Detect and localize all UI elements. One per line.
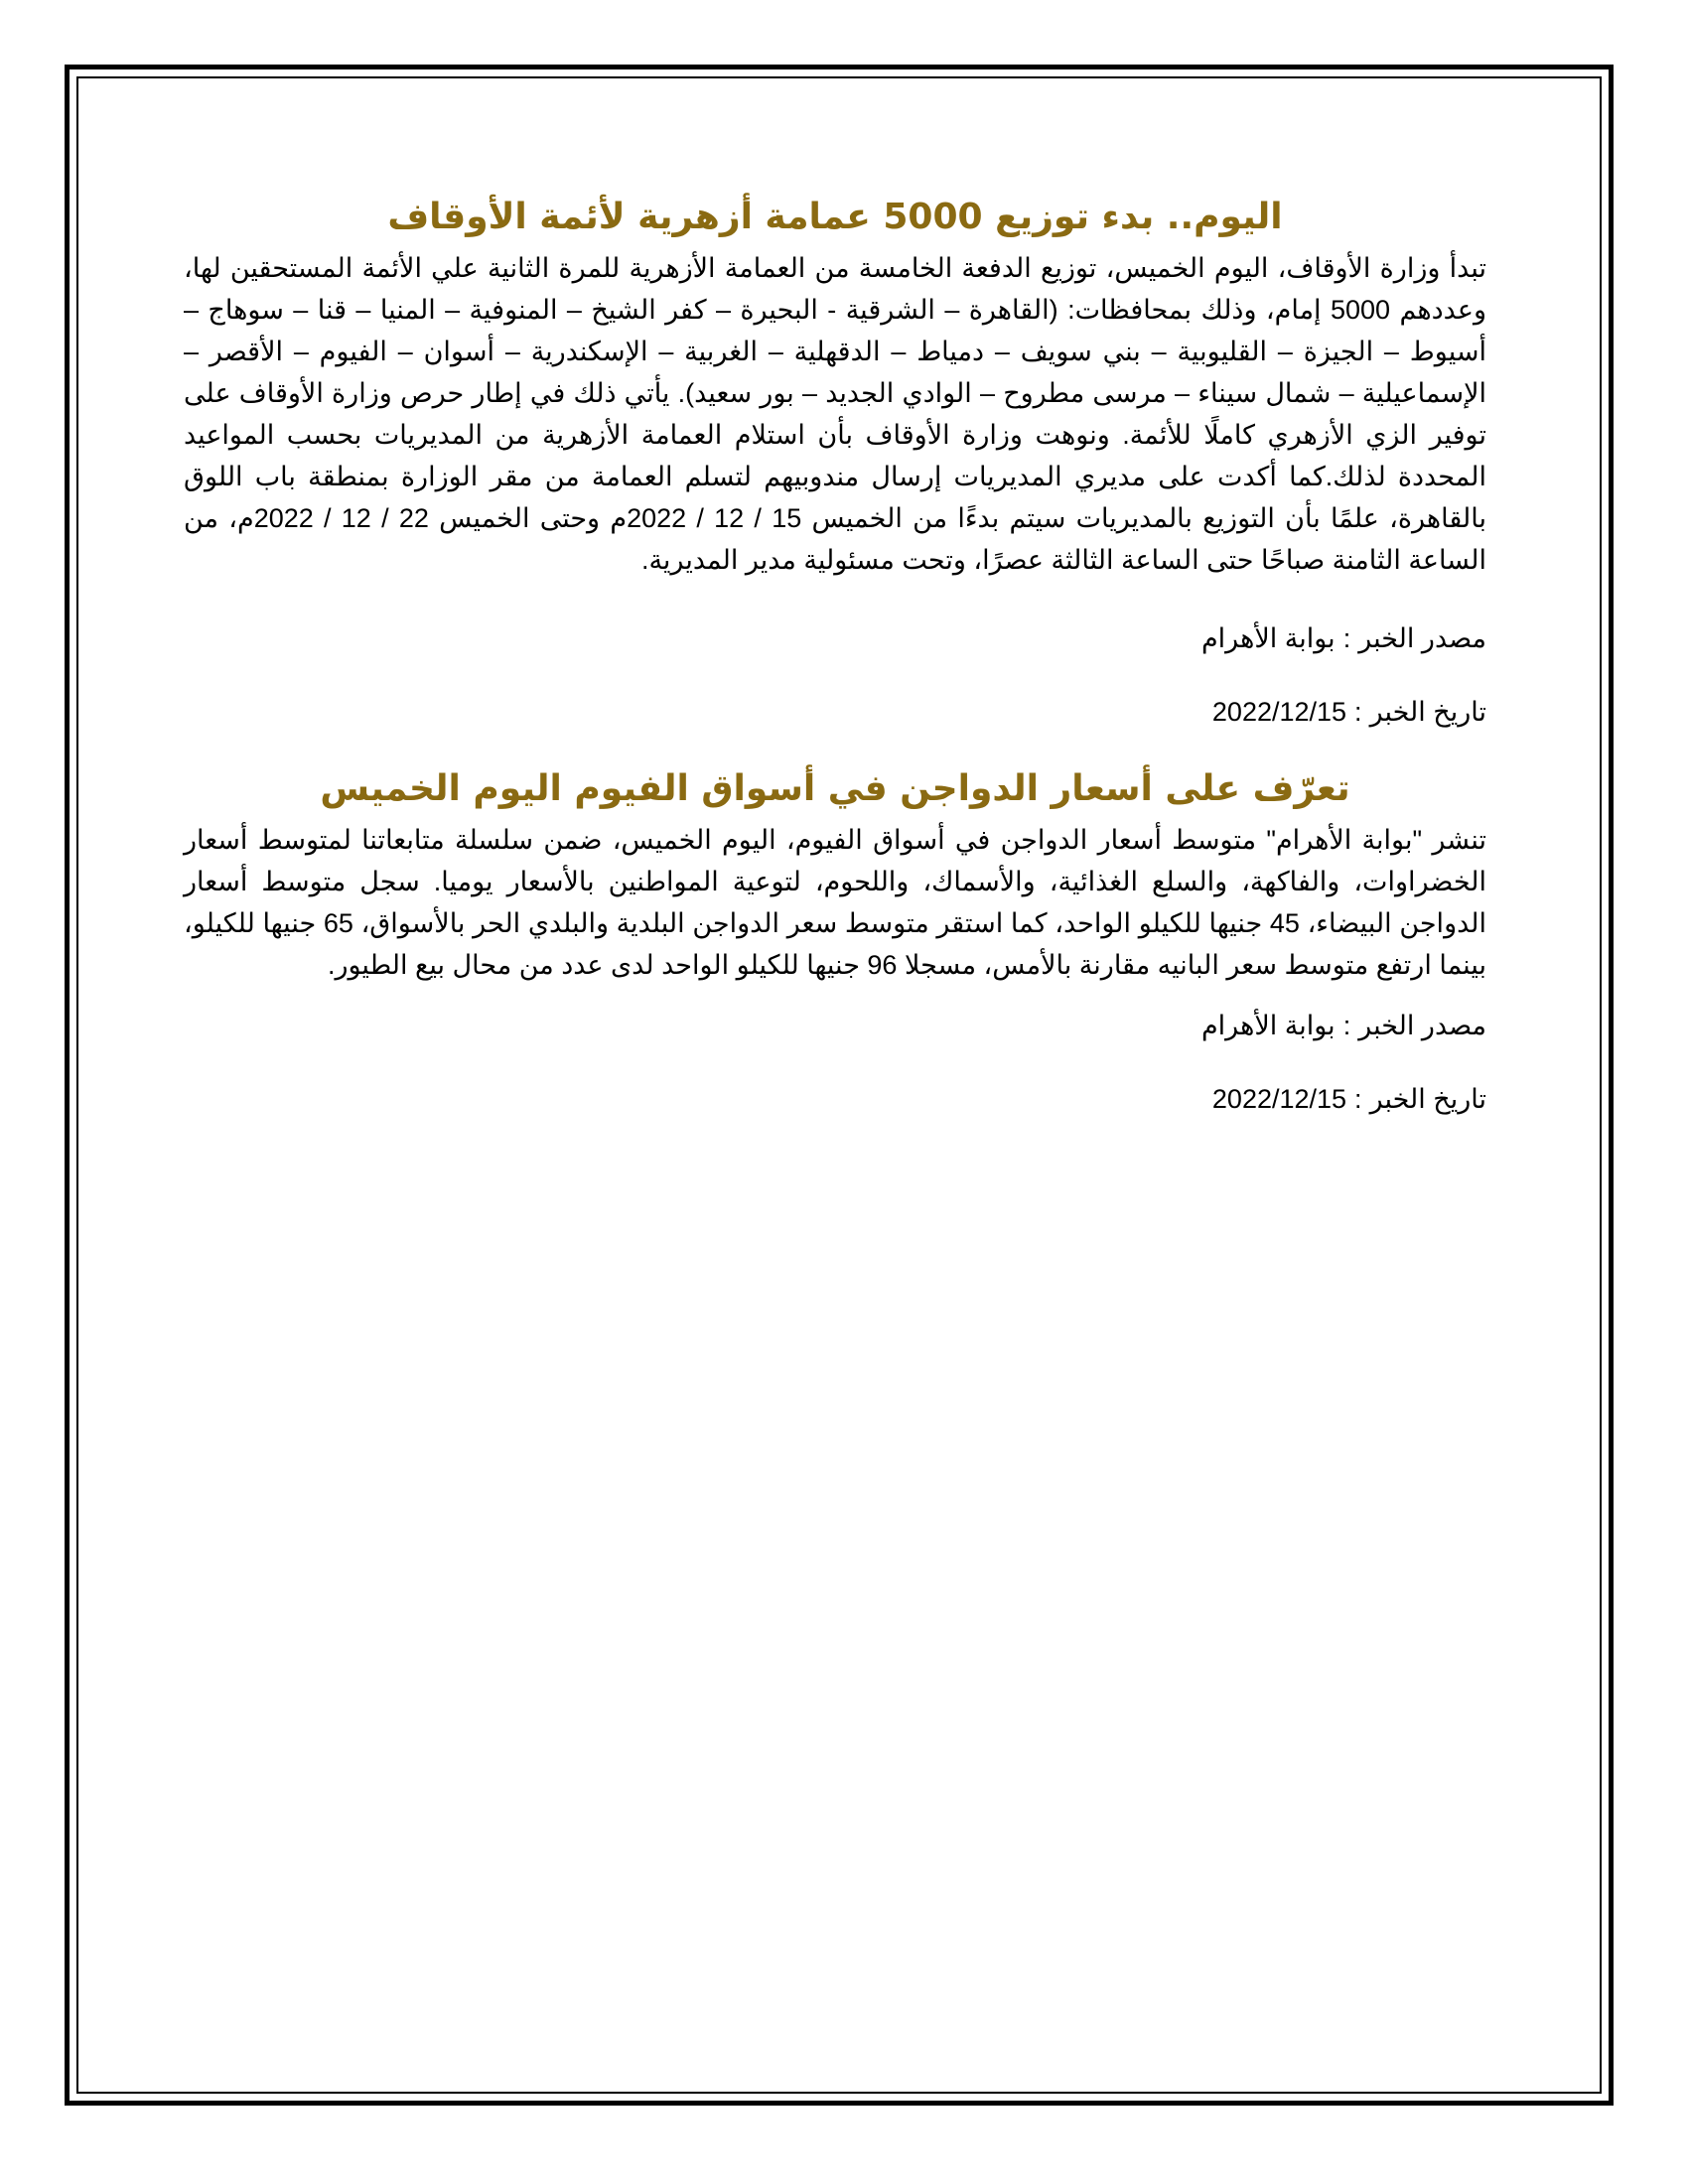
article-2-source-value: بوابة الأهرام [1200,1011,1336,1040]
article-1-date-label: تاريخ الخبر [1369,697,1486,727]
article-2-source-label: مصدر الخبر [1358,1011,1486,1040]
page-content [184,194,1486,1117]
article-1-date-value: 2022/12/15 [1211,697,1347,727]
article-2-body: تنشر "بوابة الأهرام" متوسط أسعار الدواجن في أسواق الفيوم، اليوم الخميس، ضمن سلسلة متابعاتنا لمتوسط أسعار الخضراوات، والفاكهة، والسلع الغذائية، والأسماك، واللحوم، لتوعية المواطنين بالأسعار يوميا. سجل متوسط أسعار الدواجن البيضاء، 45 جنيها للكيلو الواحد، كما استقر متوسط سعر الدواجن البلدية والبلدي الحر بالأسواق، 65 جنيها للكيلو، بينما ارتفع متوسط سعر البانيه مقارنة بالأمس، مسجلا 96 جنيها للكيلو الواحد لدى عدد من محال بيع الطيور. [184,825,1487,980]
article-2-source [184,1008,1486,1043]
article-2-date-value: 2022/12/15 [1211,1084,1347,1114]
article-1-body: تبدأ وزارة الأوقاف، اليوم الخميس، توزيع الدفعة الخامسة من العمامة الأزهرية للمرة الثانية علي الأئمة المستحقين لها، وعددهم 5000 إمام، وذلك بمحافظات: (القاهرة – الشرقية - البحيرة – كفر الشيخ – المنوفية – المنيا – قنا – سوهاج – أسيوط – الجيزة – القليوبية – بني سويف – دمياط – الدقهلية – الغربية – الإسكندرية – أسوان – الفيوم – الأقصر – الإسماعيلية – شمال سيناء – مرسى مطروح – الوادي الجديد – بور سعيد). يأتي ذلك في إطار حرص وزارة الأوقاف على توفير الزي الأزهري كاملًا للأئمة. ونوهت وزارة الأوقاف بأن استلام العمامة الأزهرية من المديريات بحسب المواعيد المحددة لذلك.كما أكدت على مديري المديريات إرسال مندوبيهم لتسلم العمامة من مقر الوزارة بمنطقة باب اللوق بالقاهرة، علمًا بأن التوزيع بالمديريات سيتم بدءًا من الخميس 15 / 12 / 2022م وحتى الخميس 22 / 12 / 2022م، من الساعة الثامنة صباحًا حتى الساعة الثالثة عصرًا، وتحت مسئولية مدير المديرية. [184,253,1486,575]
article-1-date [184,694,1486,730]
separator: : [1342,1011,1351,1040]
article-2-date [184,1081,1486,1117]
article-2-title: تعرّف على أسعار الدواجن في أسواق الفيوم اليوم الخميس [320,768,1350,809]
article-1-source [184,620,1486,656]
article-1-source-label: مصدر الخبر [1358,623,1486,653]
separator: : [1354,1084,1362,1114]
article-2 [184,765,1486,1117]
separator: : [1342,623,1351,653]
article-2-date-label: تاريخ الخبر [1369,1084,1486,1114]
article-1-title: اليوم.. بدء توزيع 5000 عمامة أزهرية لأئمة الأوقاف [387,197,1283,237]
separator: : [1354,697,1362,727]
article-1-source-value: بوابة الأهرام [1200,623,1336,653]
article-1 [184,194,1486,730]
